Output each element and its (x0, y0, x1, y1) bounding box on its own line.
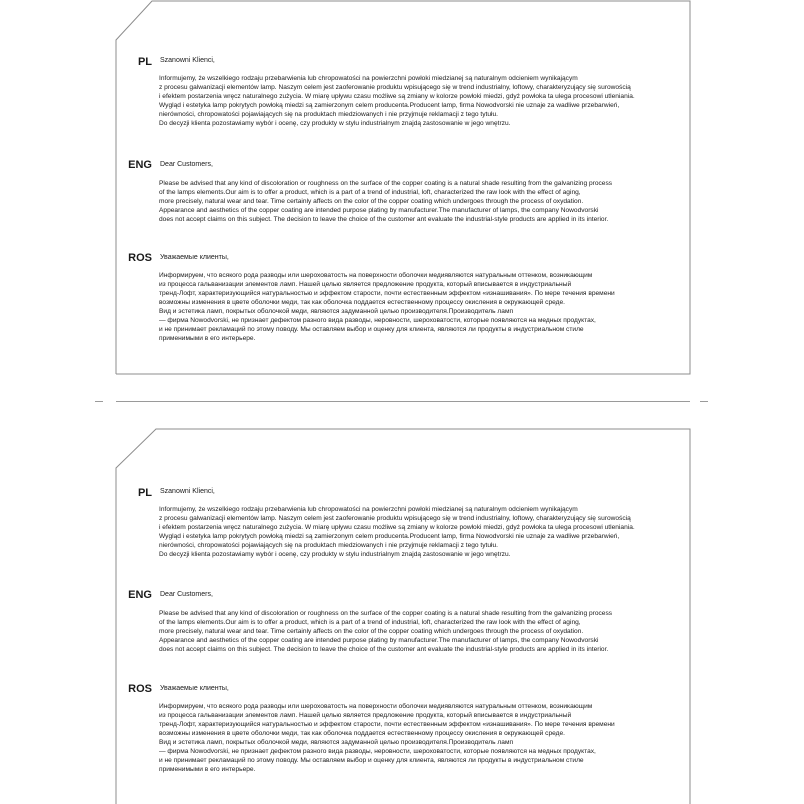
language-code-pl: PL (137, 56, 152, 68)
notice-text: Информируем, что всякого рода разводы или шероховатость на поверхности оболочки медиявляются натуральным оттенком, возникающим из процесса гальванизации элементов ламп. Нашей целью является предложение продукта, который вписывается в индустриальный тренд-Лофт, характеризующийся натуральностью и эффектом старости, почти естественным эффектом «изнашивания». По мере течения времени возможны изменения в цвете оболочки меди, так как оболочка поддается естественному процессу окисления в окружающей среде. Вид и эстетика ламп, покрытых оболочкой меди, являются задуманной целью производителя.Производитель ламп — фирма Nowodvorski, не признает дефектом разного вида разводы, неровности, шероховатости, которые появляются на медных продуктах, и не принимает рекламаций по этому поводу. Мы оставляем выбор и оценку для клиента, являются ли продукты в индустриальном стиле применимыми в его интерьере. (159, 272, 615, 342)
notice-text: Informujemy, że wszelkiego rodzaju przebarwienia lub chropowatości na powierzchni powłoki miedzianej są naturalnym odcieniem wynikającym z procesu galwanizacji elementów lamp. Naszym celem jest zaoferowanie produktu wpisującego się w trend industrialny, loftowy, charakteryzujący się surowością i efektem postarzenia wręcz naturalnego zużycia. W miarę upływu czasu możliwe są zmiany w kolorze powłoki miedzi, gdyż powłoka ta ulega procesowi utleniania. Wygląd i estetyka lamp pokrytych powłoką miedzi są zamierzonym celem producenta.Producent lamp, firma Nowodvorski nie uznaje za wadliwe przebarwień, nierówności, chropowatości pojawiających się na produktach miedziowanych i nie przyjmuje reklamacji z tego tytułu. Do decyzji klienta pozostawiamy wybór i ocenę, czy produkty w stylu industrialnym znajdą zastosowanie w jego wnętrzu. (159, 506, 635, 558)
greeting: Dear Customers, (160, 161, 213, 168)
language-code-eng: ENG (128, 589, 152, 601)
greeting: Dear Customers, (160, 591, 213, 598)
notice-text: Информируем, что всякого рода разводы или шероховатость на поверхности оболочки медиявляются натуральным оттенком, возникающим из процесса гальванизации элементов ламп. Нашей целью является предложение продукта, который вписывается в индустриальный тренд-Лофт, характеризующийся натуральностью и эффектом старости, почти естественным эффектом «изнашивания». По мере течения времени возможны изменения в цвете оболочки меди, так как оболочка поддается естественному процессу окисления в окружающей среде. Вид и эстетика ламп, покрытых оболочкой меди, являются задуманной целью производителя.Производитель ламп — фирма Nowodvorski, не признает дефектом разного вида разводы, неровности, шероховатости, которые появляются на медных продуктах, и не принимает рекламаций по этому поводу. Мы оставляем выбор и оценку для клиента, являются ли продукты в индустриальном стиле применимыми в его интерьере. (159, 703, 615, 773)
separator-right (700, 401, 708, 402)
notice-text: Informujemy, że wszelkiego rodzaju przebarwienia lub chropowatości na powierzchni powłoki miedzianej są naturalnym odcieniem wynikającym z procesu galwanizacji elementów lamp. Naszym celem jest zaoferowanie produktu wpisującego się w trend industrialny, loftowy, charakteryzujący się surowością i efektem postarzenia wręcz naturalnego zużycia. W miarę upływu czasu możliwe są zmiany w kolorze powłoki miedzi, gdyż powłoka ta ulega procesowi utleniania. Wygląd i estetyka lamp pokrytych powłoką miedzi są zamierzonym celem producenta.Producent lamp, firma Nowodvorski nie uznaje za wadliwe przebarwień, nierówności, chropowatości pojawiających się na produktach miedziowanych i nie przyjmuje reklamacji z tego tytułu. Do decyzji klienta pozostawiamy wybór i ocenę, czy produkty w stylu industrialnym znajdą zastosowanie w jego wnętrzu. (159, 75, 635, 127)
notice-card-1 (116, 0, 690, 374)
notice-text: Please be advised that any kind of discoloration or roughness on the surface of the copper coating is a natural shade resulting from the galvanizing process of the lamps elements.Our aim is to offer a product, which is a part of a trend of industrial, loft, characterized the raw look with the effect of aging, more precisely, natural wear and tear. Time certainly affects on the color of the copper coating which undergoes through the process of oxydation. Appearance and aesthetics of the copper coating are intended purpose plating by manufacturer.The manufacturer of lamps, the company Nowodvorski does not accept claims on this subject. The decision to leave the choice of the customer ant evaluate the industrial-style products are applied in its interior. (159, 180, 613, 223)
greeting: Уважаемые клиенты, (160, 685, 229, 692)
language-code-ros: ROS (128, 683, 152, 695)
language-code-pl: PL (137, 487, 152, 499)
notice-text: Please be advised that any kind of discoloration or roughness on the surface of the copper coating is a natural shade resulting from the galvanizing process of the lamps elements.Our aim is to offer a product, which is a part of a trend of industrial, loft, characterized the raw look with the effect of aging, more precisely, natural wear and tear. Time certainly affects on the color of the copper coating which undergoes through the process of oxydation. Appearance and aesthetics of the copper coating are intended purpose plating by manufacturer.The manufacturer of lamps, the company Nowodvorski does not accept claims on this subject. The decision to leave the choice of the customer ant evaluate the industrial-style products are applied in its interior. (159, 610, 613, 653)
notice-card-2 (116, 428, 690, 804)
greeting: Szanowni Klienci, (160, 488, 215, 495)
greeting: Уважаемые клиенты, (160, 254, 229, 261)
language-code-ros: ROS (128, 252, 152, 264)
separator-left (95, 401, 103, 402)
greeting: Szanowni Klienci, (160, 57, 215, 64)
separator-center (116, 401, 690, 402)
language-code-eng: ENG (128, 159, 152, 171)
